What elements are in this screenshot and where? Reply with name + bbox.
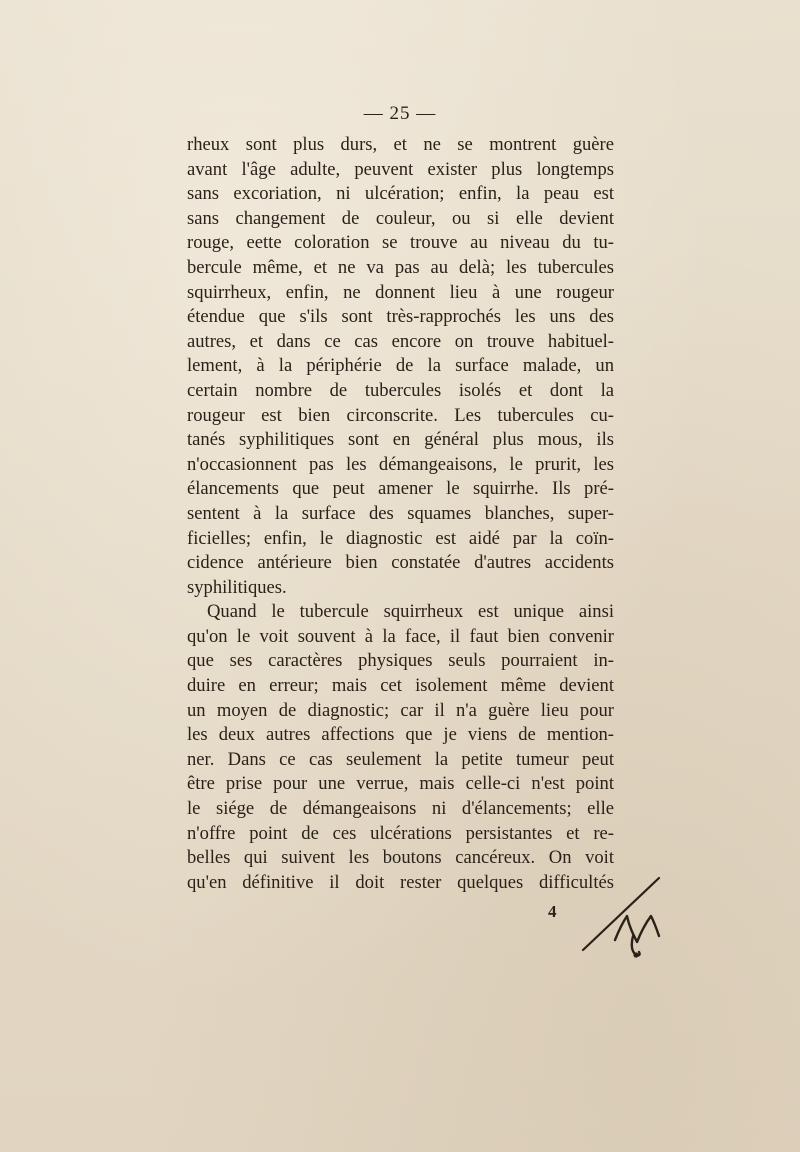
text-line: belles qui suivent les boutons cancéreux. On voit <box>187 847 614 869</box>
text-line: Quand le tubercule squirrheux est unique ainsi <box>207 601 614 623</box>
text-line: sans changement de couleur, ou si elle devient <box>187 207 614 229</box>
text-line: le siége de démangeaisons ni d'élancements; elle <box>187 798 614 820</box>
text-line: étendue que s'ils sont très-rapprochés les uns des <box>187 306 614 328</box>
signature-number: 4 <box>548 902 557 921</box>
text-line: squirrheux, enfin, ne donnent lieu à une rougeur <box>187 281 614 303</box>
text-line: n'offre point de ces ulcérations persistantes et re- <box>187 822 614 844</box>
text-line: bercule même, et ne va pas au delà; les tubercules <box>187 256 614 278</box>
text-line: syphilitiques. <box>187 576 287 598</box>
text-line: être prise pour une verrue, mais celle-ci n'est point <box>187 773 614 795</box>
text-line: n'occasionnent pas les démangeaisons, le prurit, les <box>187 453 614 475</box>
body-text <box>187 133 614 895</box>
text-line: que ses caractères physiques seuls pourraient in- <box>187 650 614 672</box>
text-line: qu'on le voit souvent à la face, il faut bien convenir <box>187 625 614 647</box>
text-line: lement, à la périphérie de la surface malade, un <box>187 355 614 377</box>
paragraph-1 <box>187 133 614 600</box>
text-line: rouge, eette coloration se trouve au niveau du tu- <box>187 232 614 254</box>
text-line: avant l'âge adulte, peuvent exister plus longtemps <box>187 158 614 180</box>
text-line: rougeur est bien circonscrite. Les tubercules cu- <box>187 404 614 426</box>
text-line: duire en erreur; mais cet isolement même devient <box>187 675 614 697</box>
text-line: autres, et dans ce cas encore on trouve habituel- <box>187 330 614 352</box>
text-line: sentent à la surface des squames blanches, super- <box>187 502 614 524</box>
text-line: élancements que peut amener le squirrhe. Ils pré- <box>187 478 614 500</box>
text-line: cidence antérieure bien constatée d'autres accidents <box>187 552 614 574</box>
text-line: rheux sont plus durs, et ne se montrent guère <box>187 134 614 155</box>
handwritten-mark-icon <box>575 870 670 965</box>
text-line: sans excoriation, ni ulcération; enfin, la peau est <box>187 183 614 205</box>
text-line: un moyen de diagnostic; car il n'a guère lieu pour <box>187 699 614 721</box>
page-number: — 25 — <box>363 103 437 124</box>
paragraph-2 <box>187 600 614 895</box>
text-line: ficielles; enfin, le diagnostic est aidé par la coïn- <box>187 527 614 549</box>
text-line: ner. Dans ce cas seulement la petite tumeur peut <box>187 748 614 770</box>
text-line: les deux autres affections que je viens de mention- <box>187 724 614 746</box>
text-line: certain nombre de tubercules isolés et dont la <box>187 379 614 401</box>
text-line: qu'en définitive il doit rester quelques difficultés <box>187 871 614 893</box>
text-line: tanés syphilitiques sont en général plus mous, ils <box>187 429 614 451</box>
